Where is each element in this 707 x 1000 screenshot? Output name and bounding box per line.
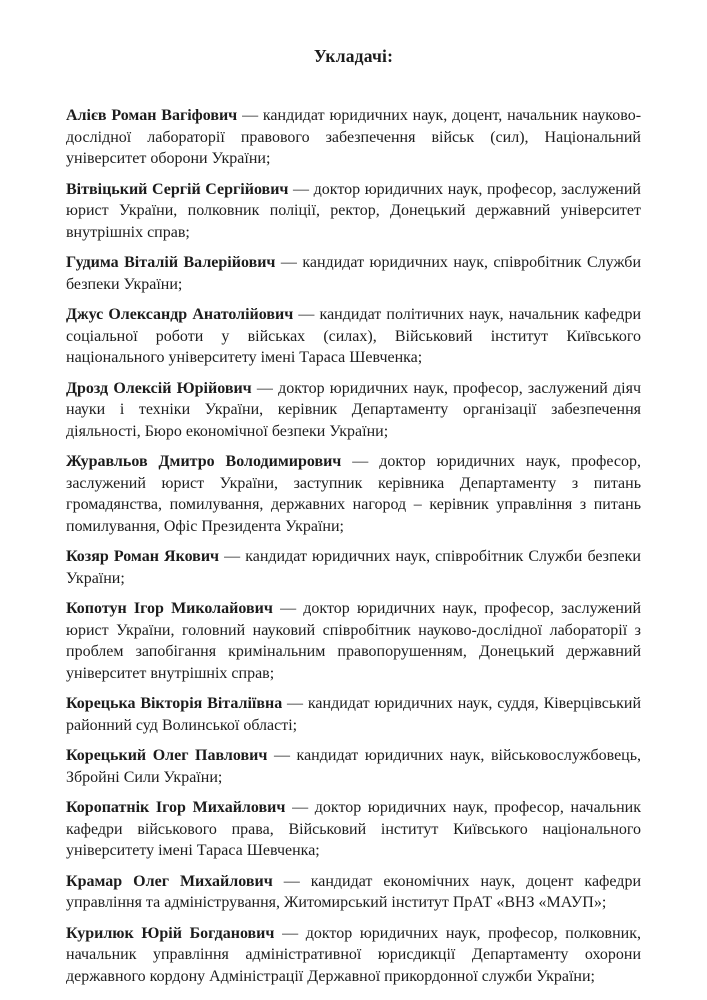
compiler-description: — кандидат економічних наук, доцент кафедри управління та адміністрування, Житомирський інститут ПрАТ «ВНЗ «МАУП»; — [66, 872, 641, 911]
compiler-description: — доктор юридичних наук, професор, заслужений юрист України, заступник керівника Департаменту з питань громадянства, помилування, державних нагород – керівник управління з питань помилування, Офіс Президента України; — [66, 453, 642, 535]
compiler-description: — доктор юридичних наук, професор, заслужений юрист України, головний науковий співробітник науково-дослідної лабораторії з проблем запобігання кримінальним правопорушенням, Донецький державний університет внутрішніх справ; — [66, 600, 641, 682]
compiler-name: Курилюк Юрій Богданович — [66, 924, 275, 942]
compiler-entry — [66, 252, 641, 295]
compiler-name: Корецька Вікторія Віталіївна — [66, 695, 283, 712]
compiler-entry — [66, 871, 641, 914]
compiler-entry — [66, 378, 641, 443]
compiler-description: — кандидат юридичних наук, співробітник Служби безпеки України; — [66, 254, 641, 293]
compiler-entry — [66, 546, 641, 589]
compiler-name: Коропатнік Ігор Михайлович — [66, 799, 286, 816]
compiler-description: — доктор юридичних наук, професор, полковник, начальник управління адміністративної юрисдикції Департаменту охорони державного кордону Адміністрації Державної прикордонної служби України; — [66, 924, 642, 985]
compiler-name: Козяр Роман Якович — [66, 548, 220, 565]
compiler-description: — кандидат юридичних наук, військовослужбовець, Збройні Сили України; — [66, 747, 642, 786]
compiler-entry — [66, 797, 641, 862]
compiler-description: — кандидат юридичних наук, доцент, начальник науково-дослідної лабораторії правового забезпечення військ (сил), Національний університет оборони України; — [66, 107, 642, 167]
compiler-description: — кандидат юридичних наук, суддя, Ківерцівський районний суд Волинської області; — [66, 695, 642, 734]
compiler-description: — доктор юридичних наук, професор, начальник кафедри військового права, Військовий інститут Київського національного університету імені Тараса Шевченка; — [66, 799, 641, 859]
compiler-name: Копотун Ігор Миколайович — [66, 600, 273, 617]
compiler-name: Журавльов Дмитро Володимирович — [66, 453, 342, 470]
compiler-description: — доктор юридичних наук, професор, заслужений юрист України, полковник поліції, ректор, Донецький державний університет внутрішніх справ; — [66, 180, 641, 241]
compiler-entry — [66, 745, 641, 788]
compiler-entry — [66, 598, 641, 684]
compiler-entry — [66, 923, 641, 988]
page-title: Укладачі: — [313, 46, 394, 66]
compiler-name: Гудима Віталій Валерійович — [66, 254, 276, 271]
compiler-name: Дрозд Олексій Юрійович — [66, 379, 252, 397]
compiler-entry — [66, 105, 641, 170]
compiler-description: — кандидат політичних наук, начальник кафедри соціальної роботи у військах (силах), Військовий інститут Київського національного університету імені Тараса Шевченка; — [66, 306, 642, 366]
compiler-entry — [66, 693, 641, 736]
compiler-description: — доктор юридичних наук, професор, заслужений діяч науки і техніки України, керівник Департаменту організації забезпечення діяльності, Бюро економічної безпеки України; — [66, 379, 642, 440]
compiler-name: Вітвіцький Сергій Сергійович — [66, 180, 289, 198]
compiler-entry — [66, 304, 641, 369]
compiler-description: — кандидат юридичних наук, співробітник Служби безпеки України; — [66, 548, 641, 587]
compiler-name: Джус Олександр Анатолійович — [66, 306, 294, 323]
compiler-name: Крамар Олег Михайлович — [66, 872, 273, 890]
compiler-name: Алієв Роман Вагіфович — [66, 107, 238, 124]
compiler-entry — [66, 451, 641, 537]
compiler-name: Корецький Олег Павлович — [66, 747, 268, 764]
compiler-entry — [66, 179, 641, 244]
